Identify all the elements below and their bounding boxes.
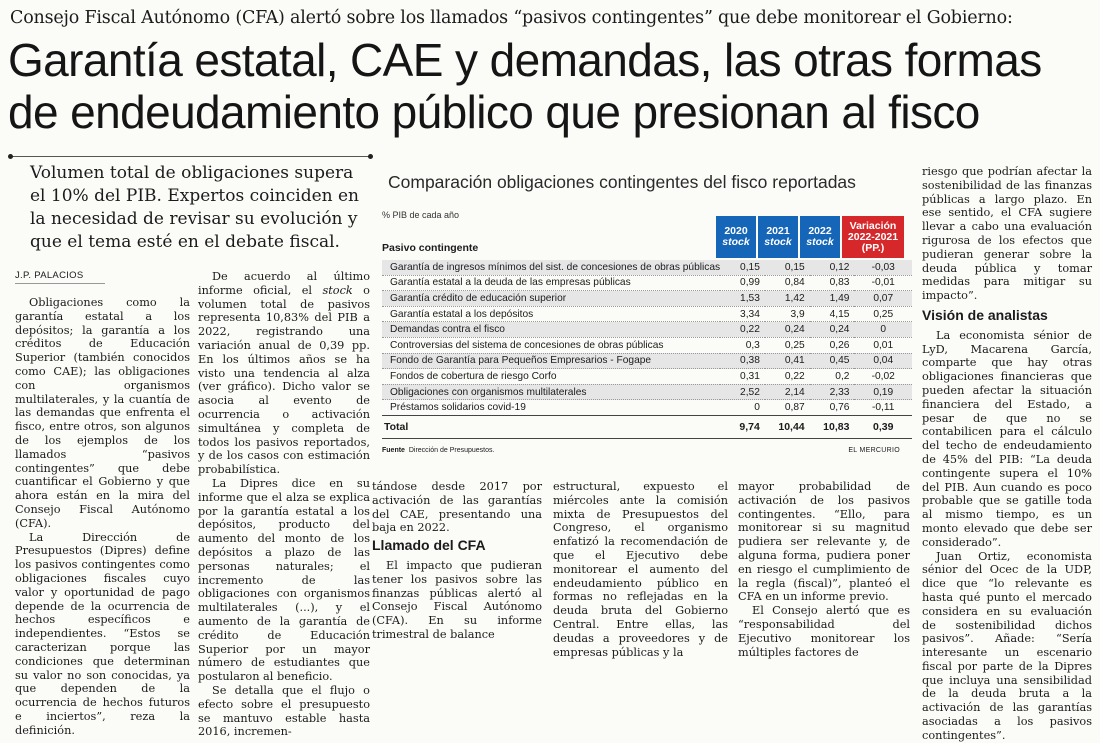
column-5 — [738, 480, 910, 659]
rule-dot-right — [368, 154, 373, 159]
table-row — [382, 275, 912, 291]
paragraph: mayor probabilidad de activación de los pasivos contingentes. “Ello, para monitorear si su magnitud pudiera ser relevante y, de alguna forma, pudiera poner en riesgo el cumplimiento de la regla (fiscal)”, planteó el CFA en un informe previo. — [738, 480, 910, 604]
graphic-title: Comparación obligaciones contingentes del fisco reportadas — [388, 172, 856, 192]
table-row — [382, 291, 912, 307]
paragraph: La Dirección de Presupuestos (Dipres) define los pasivos contingentes como obligaciones fiscales cuyo valor y oportunidad de pago depende de la ocurrencia de hechos específicos e independientes. “Estos se caracterizan porque las condiciones que determinan su valor no son conocidas, ya que dependen de la ocurrencia de hechos futuros e inciertos”, reza la definición. — [15, 530, 190, 737]
cell-value: -0,01 — [854, 275, 912, 291]
header-year: 2020 — [724, 225, 748, 237]
cell-value: 0,41 — [765, 353, 810, 369]
cell-value: 0,22 — [720, 322, 765, 338]
cell-value: 0,22 — [765, 369, 810, 385]
cell-value: -0,03 — [854, 260, 912, 275]
column-6 — [922, 165, 1092, 743]
cell-value: 0,83 — [810, 275, 855, 291]
column-4 — [553, 480, 728, 659]
headline — [8, 34, 1098, 138]
total-row — [382, 415, 912, 438]
byline-rule — [15, 283, 105, 284]
cell-value: 0,25 — [765, 337, 810, 353]
obligations-table-graphic — [372, 164, 912, 464]
cell-value: 0,04 — [854, 353, 912, 369]
cell-value: -0,11 — [854, 400, 912, 416]
header-label: stock — [764, 236, 792, 248]
cell-value: 0,24 — [765, 322, 810, 338]
text-run-italic: stock — [322, 283, 353, 297]
paragraph — [198, 270, 370, 477]
paragraph: tándose desde 2017 por activación de las garantías del CAE, presentando una baja en 2022. — [372, 480, 542, 535]
text-run: De acuerdo al último informe oficial, el — [198, 270, 370, 297]
headline-rule — [10, 156, 370, 157]
source-label: Fuente — [382, 447, 405, 454]
cell-value: 2,14 — [765, 384, 810, 400]
cell-value: 0 — [720, 400, 765, 416]
cell-value: 0,25 — [854, 306, 912, 322]
header-year: Variación 2022-2021 — [847, 219, 899, 243]
obligations-table — [382, 260, 912, 439]
paragraph: El impacto que pudieran tener los pasivos sobre las finanzas públicas alertó al Consejo Fiscal Autónomo (CFA). En su informe trimestral de balance — [372, 558, 542, 641]
table-row — [382, 369, 912, 385]
cell-value: 0 — [854, 322, 912, 338]
cell-value: 0,76 — [810, 400, 855, 416]
header-2022 — [800, 216, 840, 258]
column-1 — [15, 296, 190, 738]
byline: J.P. PALACIOS — [15, 270, 84, 281]
table-row — [382, 400, 912, 416]
table-row — [382, 260, 912, 275]
header-2021 — [758, 216, 798, 258]
header-variation — [842, 216, 904, 258]
cell-value: 10,44 — [765, 415, 810, 438]
row-label: Demandas contra el fisco — [382, 322, 720, 338]
cell-value: 0,38 — [720, 353, 765, 369]
column-3 — [372, 480, 542, 642]
cell-value: 0,39 — [854, 415, 912, 438]
source-note — [382, 447, 494, 454]
paragraph: riesgo que podrían afectar la sostenibilidad de las finanzas públicas a largo plazo. En ese sentido, el CFA sugiere llevar a cabo una evaluación rigurosa de los efectos que pudieran generar sobre la deuda pública y tomar medidas para mitigar su impacto”. — [922, 165, 1092, 303]
summary: Volumen total de obligaciones supera el 10% del PIB. Expertos coinciden en la necesidad de revisar su evolución y que el tema esté en el debate fiscal. — [30, 163, 359, 252]
row-label: Fondos de cobertura de riesgo Corfo — [382, 369, 720, 385]
table-row — [382, 306, 912, 322]
row-label: Fondo de Garantía para Pequeños Empresarios - Fogape — [382, 353, 720, 369]
cell-value: 0,45 — [810, 353, 855, 369]
paragraph: Juan Ortiz, economista sénior del Ocec de la UDP, dice que “lo relevante es hasta qué punto el mercado considera en su evaluación de sostenibilidad dichos pasivos”. Añade: “Sería interesante un escenario fiscal por parte de la Dipres que incluya una sensibilidad de la deuda bruta a la activación de las garantías asociadas a los pasivos contingentes”. — [922, 549, 1092, 742]
cell-value: -0,02 — [854, 369, 912, 385]
paragraph: Obligaciones como la garantía estatal a los depósitos; la garantía a los créditos de Educación Superior (también conocidos como CAE); las obligaciones con organismos multilaterales, y la cuantía de las demandas que enfrenta el fisco, entre otros, son algunos de los ejemplos de los llamados “pasivos contingentes” que debe cuantificar el Gobierno y que ahora están en la mira del Consejo Fiscal Autónomo (CFA). — [15, 296, 190, 530]
credit: EL MERCURIO — [848, 447, 900, 454]
paragraph: La Dipres dice en su informe que el alza se explica por la garantía estatal a los depósitos, producto del aumento del monto de los depósitos a plazo de las personas naturales; el incremento de las obligaciones con organismos multilaterales (...), y el aumento de la garantía de crédito de Educación Superior por un mayor número de estudiantes que postularon al beneficio. — [198, 476, 370, 684]
cell-value: 10,83 — [810, 415, 855, 438]
column-2 — [198, 270, 370, 739]
row-label: Garantía crédito de educación superior — [382, 291, 720, 307]
cell-value: 0,99 — [720, 275, 765, 291]
row-label: Garantía estatal a la deuda de las empresas públicas — [382, 275, 720, 291]
row-label: Total — [382, 415, 720, 438]
row-header: Pasivo contingente — [382, 242, 479, 254]
cell-value: 0,12 — [810, 260, 855, 275]
paragraph: Se detalla que el flujo o efecto sobre el presupuesto se mantuvo estable hasta 2016, incremen- — [198, 683, 370, 739]
cell-value: 0,24 — [810, 322, 855, 338]
header-2020 — [716, 216, 756, 258]
headline-line-1: Garantía estatal, CAE y demandas, las otras formas — [8, 34, 1042, 86]
cell-value: 2,33 — [810, 384, 855, 400]
text-run: o volumen total de pasivos representa 10,83% del PIB a 2022, registrando una variación anual de 0,39 pp. En los últimos años se ha visto una tendencia al alza (ver gráfico). Dicho valor se asocia al evento de ocurrencia o activación simultánea y completa de todos los pasivos reportados, y de los casos con estimación probabilística. — [198, 283, 370, 477]
row-label: Obligaciones con organismos multilaterales — [382, 384, 720, 400]
cell-value: 1,53 — [720, 291, 765, 307]
cell-value: 0,26 — [810, 337, 855, 353]
header-year: 2021 — [766, 225, 790, 237]
header-year: 2022 — [808, 225, 832, 237]
cell-value: 0,84 — [765, 275, 810, 291]
row-label: Garantía de ingresos mínimos del sist. de concesiones de obras públicas — [382, 260, 720, 275]
row-label: Garantía estatal a los depósitos — [382, 306, 720, 322]
cell-value: 3,34 — [720, 306, 765, 322]
header-label: (PP.) — [861, 241, 885, 254]
subheading-llamado: Llamado del CFA — [372, 537, 486, 554]
cell-value: 0,19 — [854, 384, 912, 400]
cell-value: 0,07 — [854, 291, 912, 307]
table-row — [382, 384, 912, 400]
header-label: stock — [806, 236, 834, 248]
paragraph: El Consejo alertó que es “responsabilidad del Ejecutivo monitorear los múltiples factores de — [738, 604, 910, 659]
cell-value: 0,15 — [765, 260, 810, 275]
headline-line-2: de endeudamiento público que presionan al fisco — [8, 86, 980, 138]
cell-value: 0,15 — [720, 260, 765, 275]
cell-value: 9,74 — [720, 415, 765, 438]
source-text: Dirección de Presupuestos. — [408, 447, 495, 454]
row-label: Préstamos solidarios covid-19 — [382, 400, 720, 416]
paragraph: La economista sénior de LyD, Macarena García, comparte que hay otras obligaciones financieras que pueden afectar la situación financiera del Estado, a pesar de que no se contabilicen para el cálculo del techo de endeudamiento de 45% del PIB: “La deuda contingente supera el 10% del PIB. Aun cuando es poco probable que se gatille toda al mismo tiempo, es un monto elevado que debe ser considerado”. — [922, 328, 1092, 549]
header-label: stock — [722, 236, 750, 248]
cell-value: 0,31 — [720, 369, 765, 385]
cell-value: 0,87 — [765, 400, 810, 416]
table-row — [382, 322, 912, 338]
table-row — [382, 353, 912, 369]
table-row — [382, 337, 912, 353]
cell-value: 1,42 — [765, 291, 810, 307]
rule-dot-left — [8, 154, 13, 159]
cell-value: 3,9 — [765, 306, 810, 322]
paragraph: estructural, expuesto el miércoles ante la comisión mixta de Presupuestos del Congreso, el organismo enfatizó la recomendación de que el Ejecutivo debe monitorear el aumento del endeudamiento público en formas no reflejadas en la deuda bruta del Gobierno Central. Entre ellas, las deudas a proveedores y de empresas públicas y la — [553, 480, 728, 659]
cell-value: 1,49 — [810, 291, 855, 307]
subheading-vision: Visión de analistas — [922, 306, 1048, 323]
cell-value: 0,01 — [854, 337, 912, 353]
cell-value: 4,15 — [810, 306, 855, 322]
graphic-subtitle: % PIB de cada año — [382, 210, 460, 220]
kicker: Consejo Fiscal Autónomo (CFA) alertó sobre los llamados “pasivos contingentes” que debe monitorear el Gobierno: — [10, 8, 1013, 28]
cell-value: 0,3 — [720, 337, 765, 353]
cell-value: 2,52 — [720, 384, 765, 400]
row-label: Controversias del sistema de concesiones de obras públicas — [382, 337, 720, 353]
cell-value: 0,2 — [810, 369, 855, 385]
